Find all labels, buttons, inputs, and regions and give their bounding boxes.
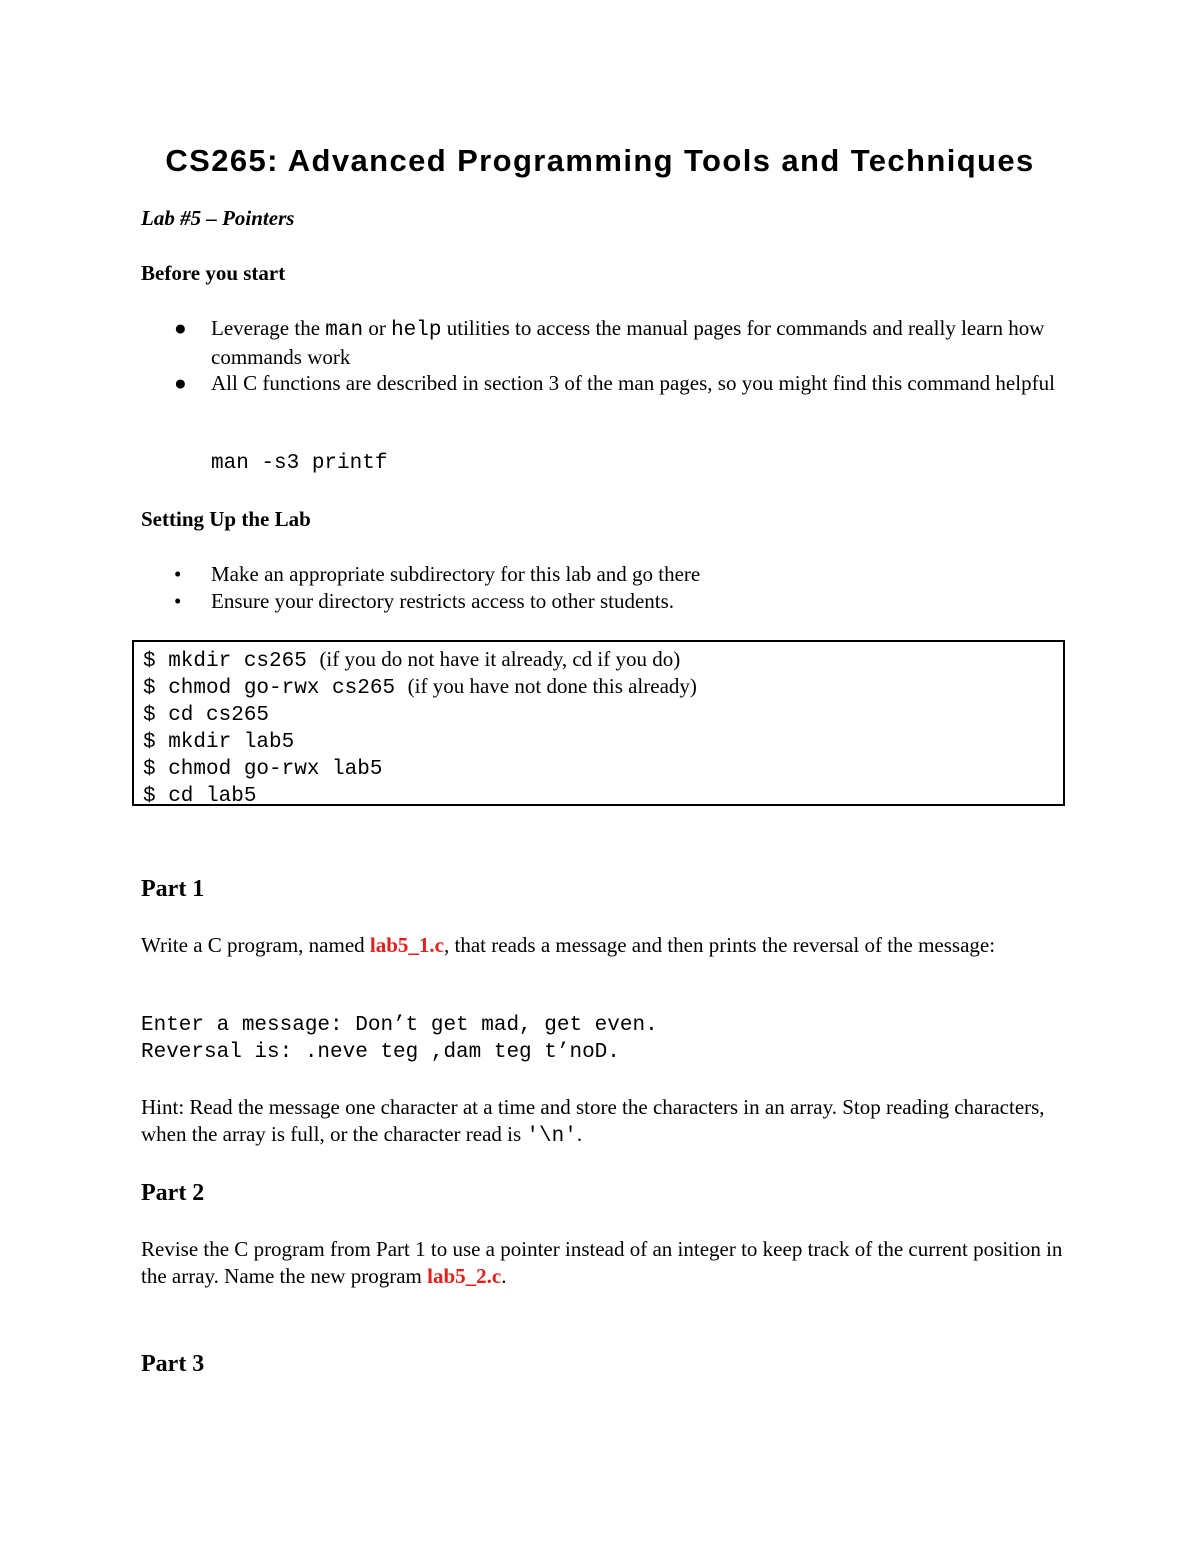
lab-subtitle: Lab #5 – Pointers xyxy=(141,206,295,230)
filename-highlight: lab5_1.c xyxy=(369,933,445,957)
bullet-icon: • xyxy=(174,562,182,586)
inline-code: '\n' xyxy=(526,1125,577,1148)
command-row: $ cd cs265 xyxy=(143,704,270,727)
bullet-item: • Make an appropriate subdirectory for this lab and go there xyxy=(174,562,701,586)
bullet-item: ● All C functions are described in section 3 of the man pages, so you might find this command helpful xyxy=(174,371,1055,395)
part2-heading: Part 2 xyxy=(141,1180,205,1206)
inline-code: man xyxy=(325,319,364,342)
command-box xyxy=(132,640,1065,806)
command-row: $ chmod go-rwx lab5 xyxy=(143,758,383,781)
part1-hint: Hint: Read the message one character at a time and store the characters in an array. Stop reading characters, when the array is full, or the character read is '\n'. xyxy=(141,1095,1045,1148)
part2-text: Revise the C program from Part 1 to use a pointer instead of an integer to keep track of the current position in the array. Name the new program lab5_2.c. xyxy=(141,1237,1063,1288)
filename-highlight: lab5_2.c xyxy=(427,1264,502,1288)
setup-heading: Setting Up the Lab xyxy=(141,507,311,531)
example-output-line: Reversal is: .neve teg ,dam teg t’noD. xyxy=(141,1041,620,1064)
before-start-heading: Before you start xyxy=(141,261,286,285)
command-row: $ mkdir lab5 xyxy=(143,731,295,754)
bullet-icon: ● xyxy=(174,316,187,340)
bullet-icon: ● xyxy=(174,371,187,395)
bullet-icon: • xyxy=(174,589,182,613)
command-row: $ cd lab5 xyxy=(143,785,257,808)
man-command: man -s3 printf xyxy=(211,452,388,475)
part1-intro: Write a C program, named lab5_1.c, that reads a message and then prints the reversal of the message: xyxy=(141,933,996,957)
command-row: $ chmod go-rwx cs265 (if you have not done this already) xyxy=(143,674,697,700)
bullet-item: ● Leverage the man or help utilities to access the manual pages for commands and really learn how commands work xyxy=(174,316,1045,369)
part1-heading: Part 1 xyxy=(141,876,205,902)
bullet-item: • Ensure your directory restricts access to other students. xyxy=(174,589,675,613)
command-row: $ mkdir cs265 (if you do not have it already, cd if you do) xyxy=(143,647,681,673)
document-title: CS265: Advanced Programming Tools and Techniques xyxy=(165,143,1035,178)
part3-heading: Part 3 xyxy=(141,1351,205,1377)
inline-code: help xyxy=(391,319,442,342)
example-input-line: Enter a message: Don’t get mad, get even. xyxy=(141,1014,658,1037)
